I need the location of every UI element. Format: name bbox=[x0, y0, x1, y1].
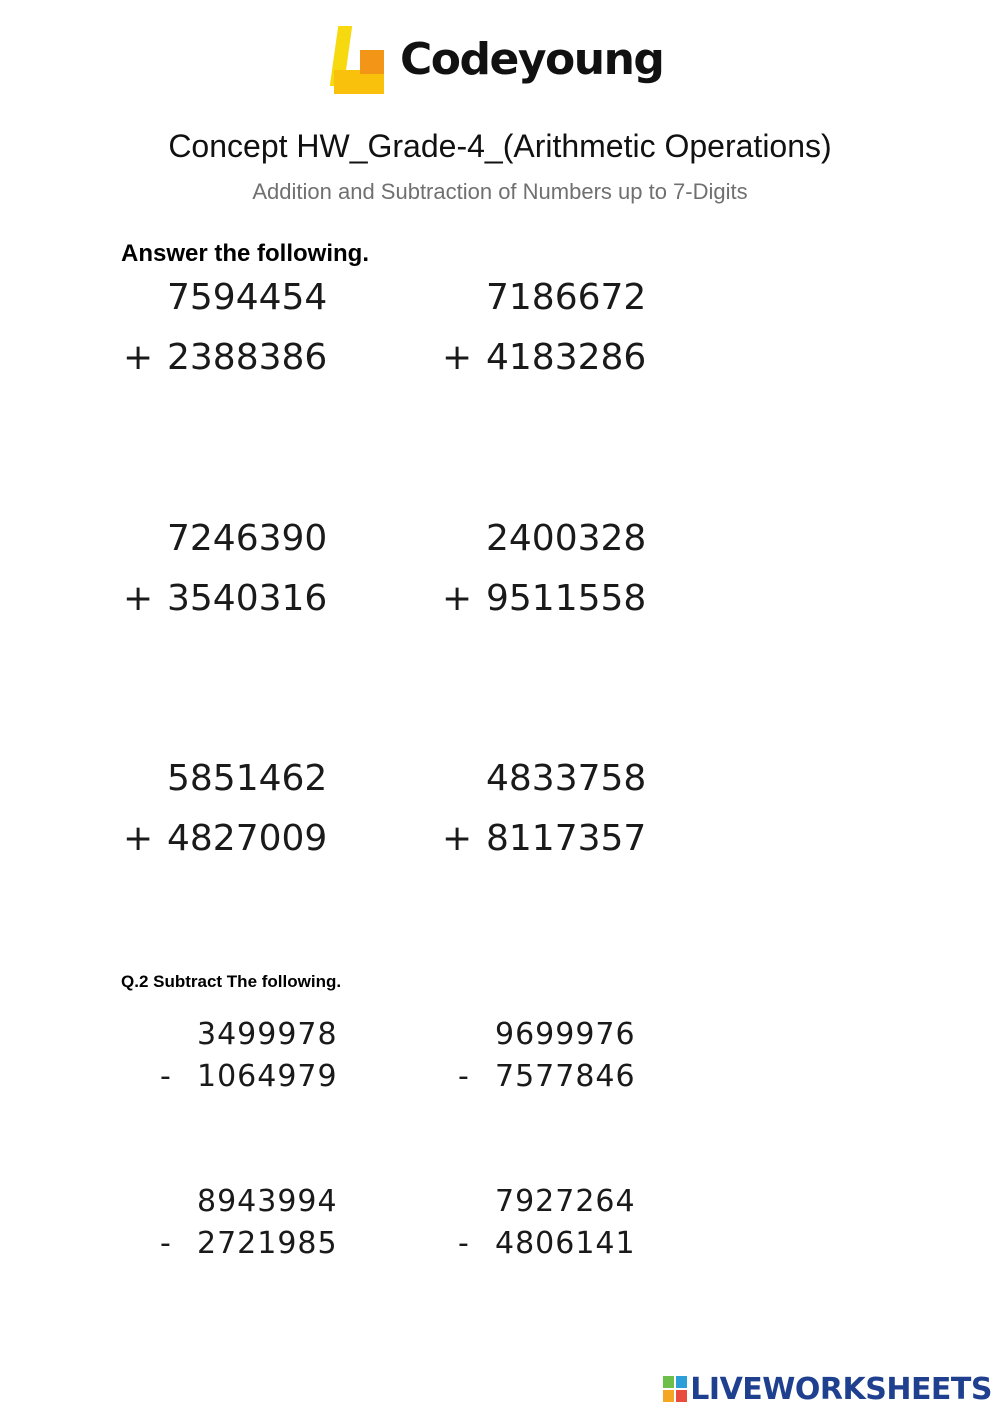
addend-top: 5851462 bbox=[167, 758, 328, 799]
addend-top: 7594454 bbox=[167, 277, 328, 318]
addend-top: 7246390 bbox=[167, 518, 328, 559]
page-title: Concept HW_Grade-4_(Arithmetic Operations) bbox=[168, 128, 832, 164]
plus-sign: + bbox=[442, 818, 473, 859]
codeyoung-logo bbox=[332, 24, 672, 106]
addend-bottom: 9511558 bbox=[486, 578, 647, 619]
plus-sign: + bbox=[442, 337, 473, 378]
addend-top: 2400328 bbox=[486, 518, 647, 559]
minus-sign: - bbox=[458, 1226, 469, 1261]
subtrahend: 4806141 bbox=[495, 1226, 636, 1261]
addend-bottom: 3540316 bbox=[167, 578, 328, 619]
addend-bottom: 2388386 bbox=[167, 337, 328, 378]
plus-sign: + bbox=[442, 578, 473, 619]
minuend: 9699976 bbox=[495, 1017, 636, 1052]
plus-sign: + bbox=[123, 818, 154, 859]
minuend: 3499978 bbox=[197, 1017, 338, 1052]
codeyoung-logo-icon bbox=[332, 24, 388, 96]
plus-sign: + bbox=[123, 578, 154, 619]
liveworksheets-logo-text: LIVEWORKSHEETS bbox=[690, 1372, 992, 1407]
minus-sign: - bbox=[160, 1226, 171, 1261]
addend-bottom: 4827009 bbox=[167, 818, 328, 859]
subtrahend: 2721985 bbox=[197, 1226, 338, 1261]
addend-bottom: 4183286 bbox=[486, 337, 647, 378]
minuend: 7927264 bbox=[495, 1184, 636, 1219]
addition-heading: Answer the following. bbox=[121, 240, 370, 267]
page-subtitle: Addition and Subtraction of Numbers up to 7-Digits bbox=[252, 179, 748, 204]
minuend: 8943994 bbox=[197, 1184, 338, 1219]
addend-top: 7186672 bbox=[486, 277, 647, 318]
subtrahend: 7577846 bbox=[495, 1059, 636, 1094]
minus-sign: - bbox=[160, 1059, 171, 1094]
subtrahend: 1064979 bbox=[197, 1059, 338, 1094]
brand-name: Codeyoung bbox=[400, 34, 664, 85]
plus-sign: + bbox=[123, 337, 154, 378]
subtraction-heading: Q.2 Subtract The following. bbox=[121, 972, 342, 991]
liveworksheets-logo-icon bbox=[663, 1376, 687, 1402]
minus-sign: - bbox=[458, 1059, 469, 1094]
liveworksheets-logo[interactable] bbox=[663, 1372, 992, 1412]
addend-bottom: 8117357 bbox=[486, 818, 647, 859]
addend-top: 4833758 bbox=[486, 758, 647, 799]
